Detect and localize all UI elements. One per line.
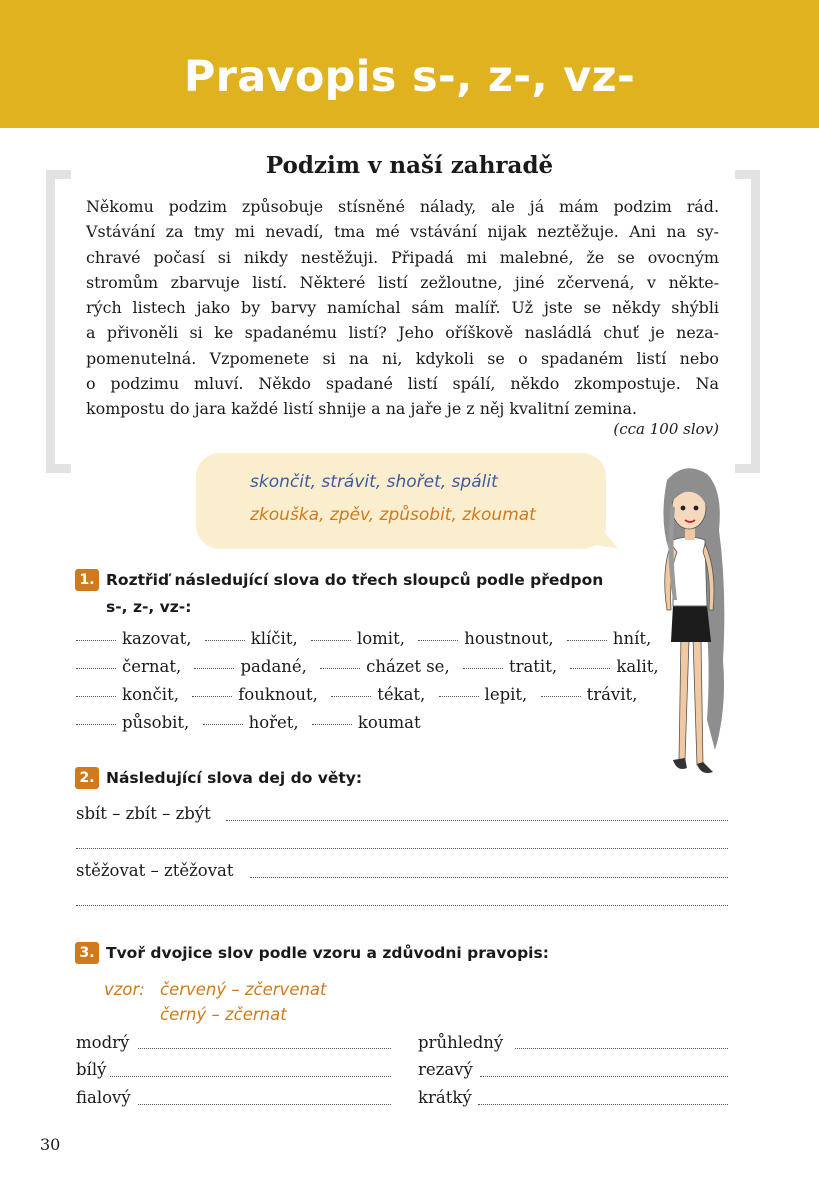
- task-number-3: 3.: [75, 942, 99, 964]
- word-item: tékat,: [377, 685, 426, 704]
- story-line: stromům zbarvuje listí. Některé listí zežloutne, jiné zčervená, v někte-: [86, 272, 719, 292]
- example-pair: černý – zčernat: [160, 1005, 287, 1024]
- story-line: o podzimu mluví. Někdo spadané listí spálí, někdo zkompostuje. Na: [86, 374, 719, 394]
- text-box-bracket-left: [46, 170, 71, 473]
- task-2-heading: Následující slova dej do věty:: [106, 769, 363, 787]
- answer-line[interactable]: [76, 905, 728, 906]
- fill-blank[interactable]: [76, 668, 116, 669]
- fill-blank[interactable]: [194, 668, 234, 669]
- answer-line[interactable]: [226, 820, 728, 821]
- fill-blank[interactable]: [570, 668, 610, 669]
- word-item: lepit,: [484, 685, 528, 704]
- page-title: Pravopis s-, z-, vz-: [183, 52, 636, 102]
- fill-blank[interactable]: [320, 668, 360, 669]
- word-item: působit,: [122, 713, 190, 732]
- task-1-heading: Roztřiď následující slova do třech sloupců podle předpon: [106, 571, 604, 589]
- fill-blank[interactable]: [76, 724, 116, 725]
- task-3-heading: Tvoř dvojice slov podle vzoru a zdůvodni pravopis:: [106, 944, 549, 962]
- pair-word: fialový: [76, 1088, 131, 1107]
- answer-line[interactable]: [110, 1076, 391, 1077]
- word-row: [76, 713, 429, 732]
- bubble-line-1: skončit, strávit, shořet, spálit: [250, 472, 498, 492]
- story-line: kompostu do jara každé listí shnije a na jaře je z něj kvalitní zemina.: [86, 399, 638, 419]
- story-line: Někomu podzim způsobuje stísněné nálady, ale já mám podzim rád.: [86, 197, 719, 216]
- word-item: hořet,: [248, 713, 299, 732]
- fill-blank[interactable]: [203, 724, 243, 725]
- fill-blank[interactable]: [312, 724, 352, 725]
- fill-blank[interactable]: [541, 696, 581, 697]
- word-row: [76, 629, 659, 648]
- task-number-1: 1.: [75, 569, 99, 591]
- example-pair: červený – zčervenat: [160, 980, 327, 999]
- pair-word: bílý: [76, 1060, 107, 1079]
- story-line: Vstávání za tmy mi nevadí, tma mé vstávání nijak neztěžuje. Ani na sy-: [86, 222, 719, 242]
- story-line: pomenutelná. Vzpomenete si na ni, kdykoli se o spadaném listí nebo: [86, 348, 719, 368]
- pair-word: modrý: [76, 1033, 130, 1052]
- answer-line[interactable]: [76, 848, 728, 849]
- word-item: houstnout,: [464, 629, 554, 648]
- fill-blank[interactable]: [331, 696, 371, 697]
- story-line: chravé počasí si nikdy nestěžuji. Připadá mi malebné, že se ovocným: [86, 247, 719, 267]
- speech-bubble: [196, 453, 606, 549]
- bubble-line-2: zkouška, zpěv, způsobit, zkoumat: [250, 505, 536, 525]
- word-item: klíčit,: [250, 629, 298, 648]
- pair-word: rezavý: [418, 1060, 473, 1079]
- fill-blank[interactable]: [76, 696, 116, 697]
- fill-blank[interactable]: [205, 640, 245, 641]
- task-number-2: 2.: [75, 767, 99, 789]
- word-row: [76, 685, 645, 704]
- word-item: padané,: [240, 657, 307, 676]
- fill-blank[interactable]: [192, 696, 232, 697]
- answer-line[interactable]: [250, 877, 728, 878]
- story-line: a přivoněli si ke spadanému listí? Jeho oříškově nasládlá chuť je neza-: [86, 323, 719, 343]
- fill-blank[interactable]: [463, 668, 503, 669]
- word-item: fouknout,: [238, 685, 318, 704]
- fill-blank[interactable]: [311, 640, 351, 641]
- word-row: [76, 657, 667, 676]
- word-item: černat,: [122, 657, 182, 676]
- story-text: [86, 194, 719, 422]
- example-label: vzor:: [104, 980, 145, 999]
- word-count: (cca 100 slov): [613, 420, 719, 438]
- word-item: kalit,: [616, 657, 659, 676]
- text-box-bracket-right: [735, 170, 760, 473]
- fill-blank[interactable]: [439, 696, 479, 697]
- word-item: končit,: [122, 685, 179, 704]
- fill-blank[interactable]: [418, 640, 458, 641]
- sentence-prompt: sbít – zbít – zbýt: [76, 804, 211, 823]
- answer-line[interactable]: [480, 1076, 728, 1077]
- word-item: koumat: [357, 713, 421, 732]
- task-1-heading-prefixes: s-, z-, vz-:: [106, 598, 192, 616]
- word-item: hnít,: [612, 629, 652, 648]
- story-title: Podzim v naší zahradě: [265, 152, 554, 179]
- answer-line[interactable]: [138, 1048, 391, 1049]
- word-item: tratit,: [508, 657, 558, 676]
- fill-blank[interactable]: [567, 640, 607, 641]
- story-line: rých listech jako by barvy namíchal sám malíř. Už jste se někdy shýbli: [86, 298, 719, 318]
- pair-word: krátký: [418, 1088, 472, 1107]
- fill-blank[interactable]: [76, 640, 116, 641]
- word-item: lomit,: [356, 629, 405, 648]
- pair-word: průhledný: [418, 1033, 504, 1052]
- sentence-prompt: stěžovat – ztěžovat: [76, 861, 234, 880]
- answer-line[interactable]: [138, 1104, 391, 1105]
- answer-line[interactable]: [515, 1048, 728, 1049]
- word-item: cházet se,: [366, 657, 450, 676]
- page-number: 30: [40, 1135, 61, 1154]
- word-item: kazovat,: [122, 629, 192, 648]
- answer-line[interactable]: [478, 1104, 728, 1105]
- word-item: trávit,: [586, 685, 638, 704]
